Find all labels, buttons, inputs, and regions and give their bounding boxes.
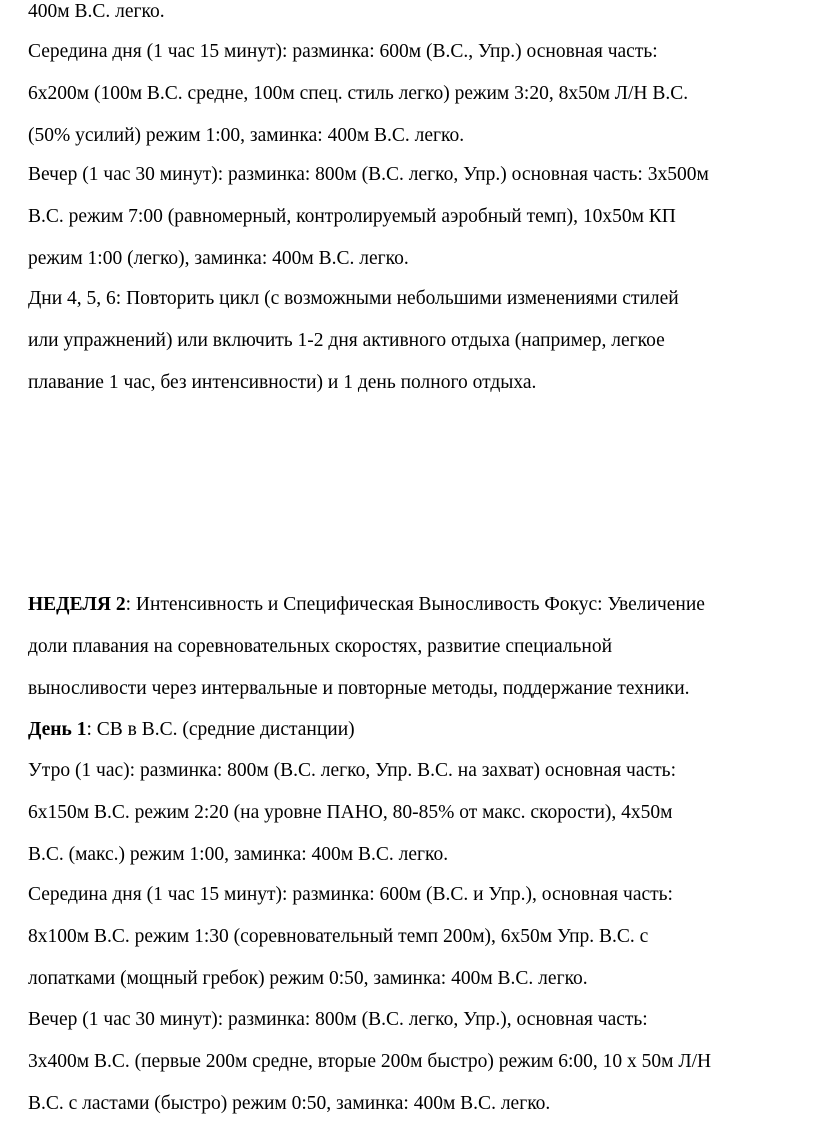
week-heading-label: НЕДЕЛЯ 2 [28,594,126,615]
text-line: Вечер (1 час 30 минут): разминка: 800м (В.С. легко, Упр.), основная часть: [28,1009,648,1030]
day-heading-text: : СВ в В.С. (средние дистанции) [86,719,355,740]
text-line: 6х200м (100м В.С. средне, 100м спец. стиль легко) режим 3:20, 8х50м Л/Н В.С. [28,83,689,104]
text-line: Середина дня (1 час 15 минут): разминка: 600м (В.С. и Упр.), основная часть: [28,884,673,905]
text-line: Вечер (1 час 30 минут): разминка: 800м (В.С. легко, Упр.) основная часть: 3х500м [28,164,709,185]
week-heading [28,593,705,617]
text-line: В.С. режим 7:00 (равномерный, контролируемый аэробный темп), 10х50м КП [28,206,676,227]
text-line: плавание 1 час, без интенсивности) и 1 день полного отдыха. [28,372,537,393]
text-line: 8х100м В.С. режим 1:30 (соревновательный темп 200м), 6х50м Упр. В.С. с [28,926,649,947]
text-line: 3х400м В.С. (первые 200м средне, вторые 200м быстро) режим 6:00, 10 х 50м Л/Н [28,1051,712,1072]
text-line: Утро (1 час): разминка: 800м (В.С. легко, Упр. В.С. на захват) основная часть: [28,760,676,781]
day-heading [28,718,355,742]
text-line: лопатками (мощный гребок) режим 0:50, заминка: 400м В.С. легко. [28,968,588,989]
text-line: В.С. (макс.) режим 1:00, заминка: 400м В.С. легко. [28,844,449,865]
text-line: 6х150м В.С. режим 2:20 (на уровне ПАНО, 80-85% от макс. скорости), 4х50м [28,802,673,823]
text-line: Дни 4, 5, 6: Повторить цикл (с возможными небольшими изменениями стилей [28,288,679,309]
day-heading-label: День 1 [28,719,87,740]
text-line: режим 1:00 (легко), заминка: 400м В.С. легко. [28,248,409,269]
text-line: выносливости через интервальные и повторные методы, поддержание техники. [28,678,690,699]
text-line: Середина дня (1 час 15 минут): разминка: 600м (В.С., Упр.) основная часть: [28,41,658,62]
text-line: 400м В.С. легко. [28,1,165,22]
text-line: (50% усилий) режим 1:00, заминка: 400м В.С. легко. [28,125,465,146]
text-line: В.С. с ластами (быстро) режим 0:50, заминка: 400м В.С. легко. [28,1093,551,1114]
text-line: или упражнений) или включить 1-2 дня активного отдыха (например, легкое [28,330,665,351]
text-line: доли плавания на соревновательных скоростях, развитие специальной [28,636,613,657]
week-heading-text: : Интенсивность и Специфическая Выносливость Фокус: Увеличение [125,594,705,615]
